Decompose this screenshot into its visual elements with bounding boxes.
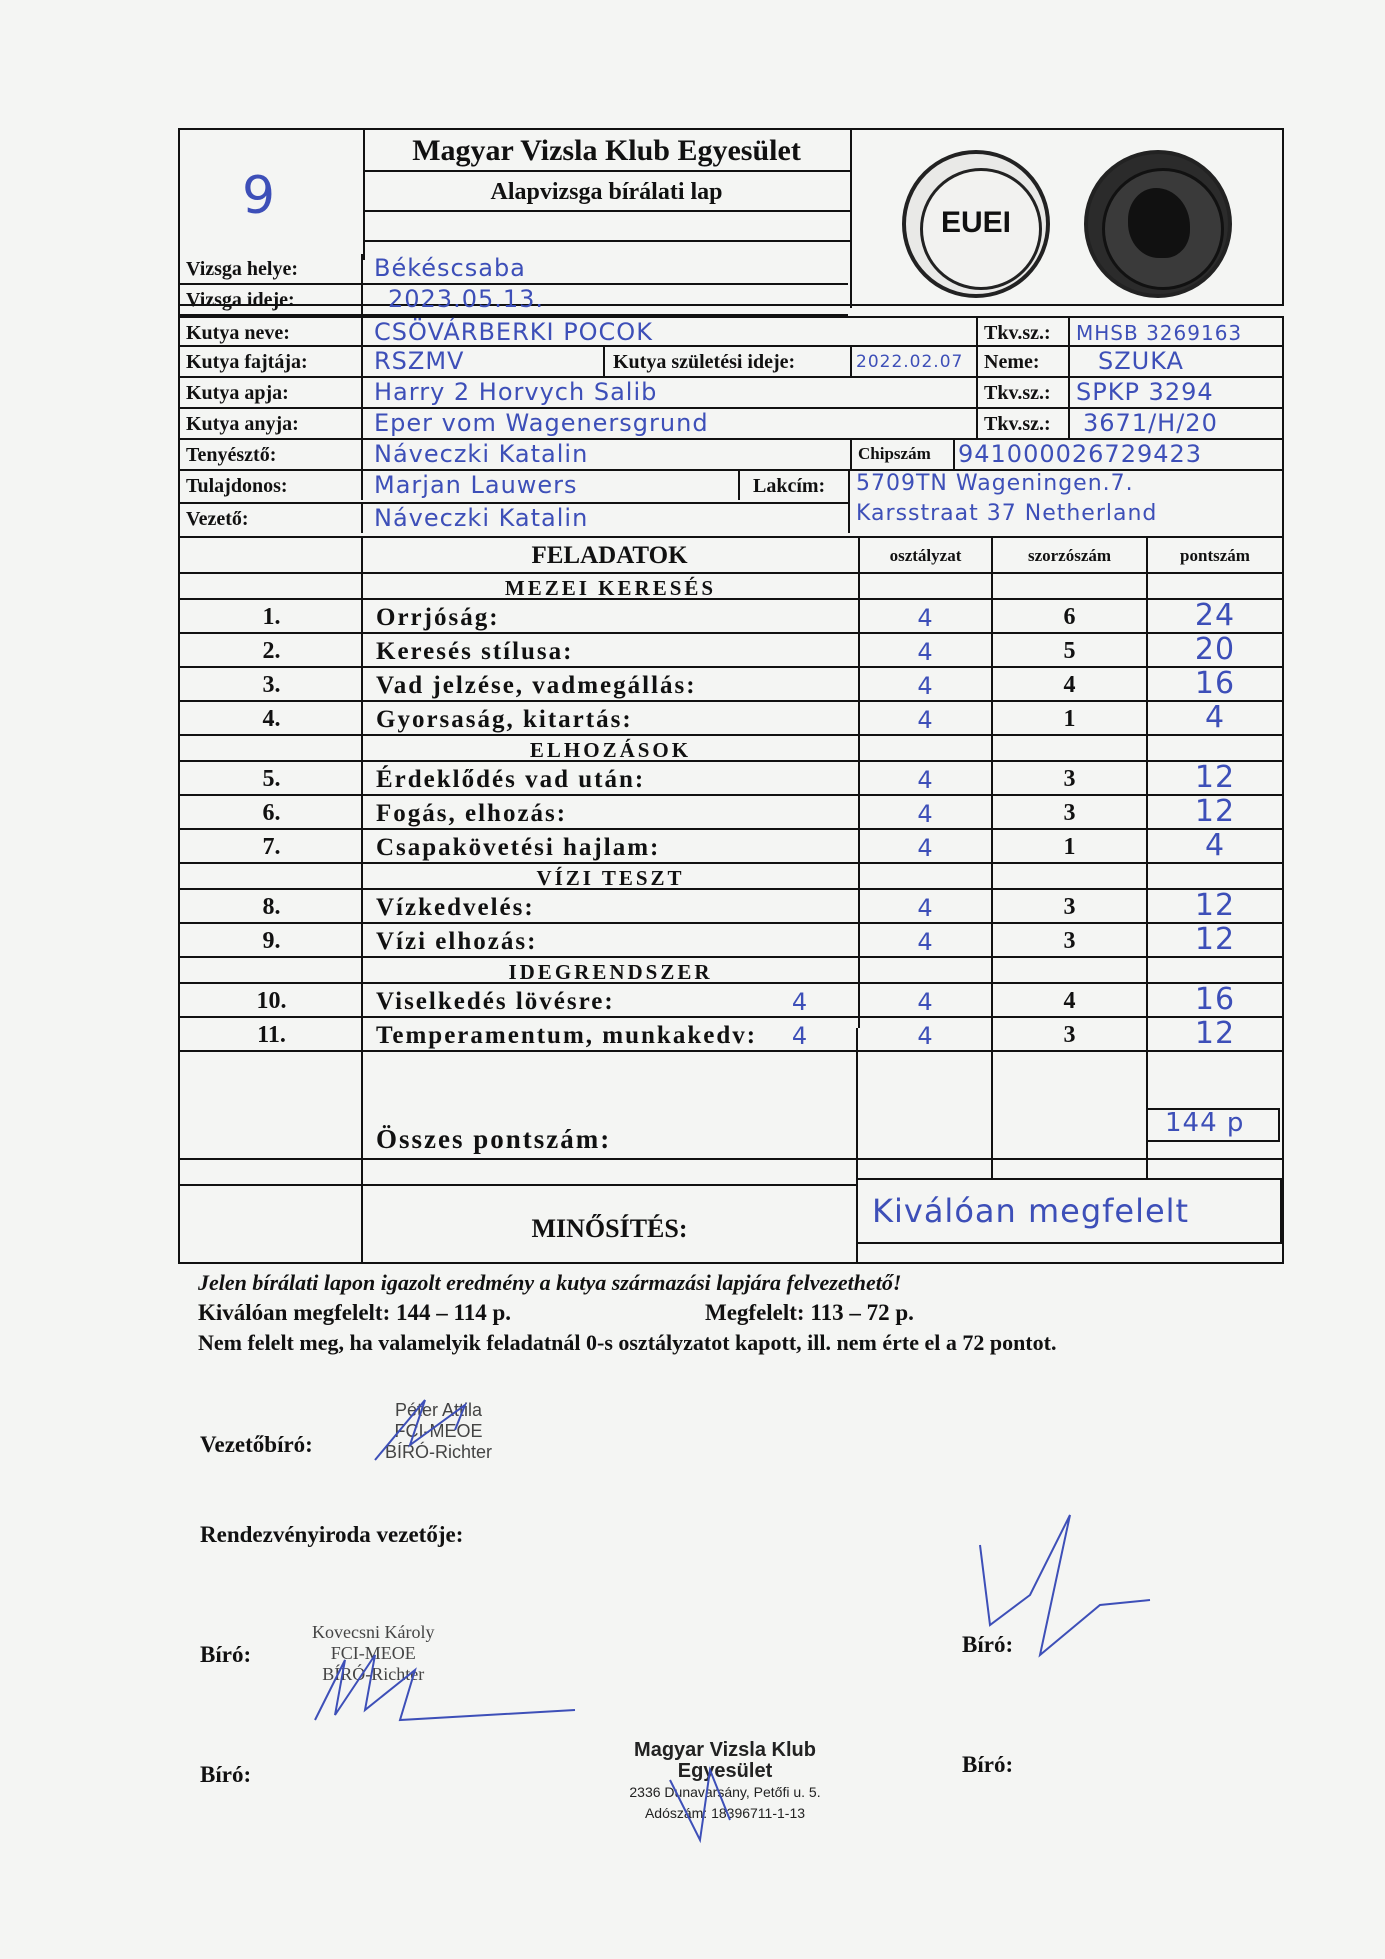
rating-value: Kiválóan megfelelt [872,1192,1190,1230]
tkv3-value: 3671/H/20 [1083,409,1218,437]
task-name: Gyorsaság, kitartás: [376,706,633,733]
task-grade: 4 [917,928,934,956]
owner-row [178,471,848,502]
handler-row [178,502,848,533]
task-number: 3. [262,672,281,698]
task-points: 12 [1194,1016,1236,1051]
birth-value: 2022.02.07 [856,352,964,372]
task-points: 12 [1194,922,1236,957]
task-number: 9. [262,928,281,954]
task-multiplier: 3 [1063,766,1076,792]
chief-judge-label: Vezetőbíró: [200,1432,313,1457]
task-name: Vízi elhozás: [376,928,538,955]
judge-2-stamp: Kovecsni Károly FCI-MEOE BÍRÓ-Richter [312,1622,435,1684]
task-points: 12 [1194,794,1236,829]
form-title: Alapvizsga bírálati lap [363,172,850,212]
rating-label: MINŐSÍTÉS: [531,1214,688,1243]
task-grade: 4 [917,672,934,700]
section-row [180,736,1282,762]
task-name: Viselkedés lövésre: [376,988,615,1015]
sire-row [178,378,1284,409]
task-row [180,634,1282,668]
task-row [180,1018,1282,1052]
address-line-2: Karsstraat 37 Netherland [856,501,1158,526]
handler-label: Vezető: [186,508,249,530]
section-title: IDEGRENDSZER [508,960,713,984]
note-line-2b: Megfelelt: 113 – 72 p. [705,1300,914,1325]
birth-label: Kutya születési ideje: [613,351,796,373]
place-value: Békéscsaba [374,254,526,282]
tkv1-label: Tkv.sz.: [984,322,1051,344]
task-points: 4 [1204,828,1226,863]
dam-row [178,409,1284,440]
club-signature [660,1760,750,1850]
breeder-label: Tenyésztő: [186,444,277,466]
task-points: 16 [1194,666,1236,701]
place-label: Vizsga helye: [186,258,299,280]
dam-label: Kutya anyja: [186,413,299,435]
multiplier-header: szorzószám [1027,546,1112,565]
task-multiplier: 6 [1063,604,1076,630]
judge-3-signature [960,1505,1160,1665]
sheet-number-cell [180,130,365,260]
task-grade: 4 [917,604,934,632]
task-multiplier: 3 [1063,894,1076,920]
sire-label: Kutya apja: [186,382,289,404]
club-name: Magyar Vizsla Klub Egyesület [363,130,850,172]
points-header: pontszám [1180,546,1250,565]
task-points: 16 [1194,982,1236,1017]
task-number: 11. [257,1022,286,1048]
dog-name-row [178,316,1284,347]
task-row [180,830,1282,864]
task-number: 7. [262,834,281,860]
total-label: Összes pontszám: [376,1124,612,1154]
task-row [180,600,1282,634]
task-name: Fogás, elhozás: [376,800,568,827]
task-name: Vad jelzése, vadmegállás: [376,672,697,699]
place-row [178,254,848,285]
task-name: Csapakövetési hajlam: [376,834,661,861]
chief-judge-signature [365,1390,495,1470]
judge-label-1: Bíró: [200,1642,252,1667]
dog-name-label: Kutya neve: [186,322,290,344]
note-line-2a: Kiválóan megfelelt: 144 – 114 p. [198,1300,512,1325]
judge-label-2: Bíró: [962,1632,1014,1657]
task-name: Vízkedvelés: [376,894,535,921]
total-row [180,1102,1282,1160]
tasks-table [178,536,1284,1264]
date-value: 2023.05.13. [388,285,545,313]
task-multiplier: 1 [1063,706,1076,732]
task-grade: 4 [917,894,934,922]
task-grade: 4 [917,1022,934,1050]
task-grade: 4 [917,800,934,828]
breeder-value: Náveczki Katalin [374,440,589,468]
tasks-header: FELADATOK [531,542,688,569]
task-points: 24 [1194,598,1236,633]
task-row [180,702,1282,736]
judge-2-signature [305,1640,585,1740]
task-grade: 4 [917,706,934,734]
tkv2-label: Tkv.sz.: [984,382,1051,404]
task-row [180,796,1282,830]
tkv3-label: Tkv.sz.: [984,413,1051,435]
task-name: Orrjóság: [376,604,500,631]
section-row [180,958,1282,984]
chief-judge-stamp: Péter Attila FCI-MEOE BÍRÓ-Richter [385,1400,493,1462]
task-row [180,890,1282,924]
task-row [180,984,1282,1018]
blank-row [363,212,850,242]
judge-label-4: Bíró: [962,1752,1014,1777]
task-multiplier: 3 [1063,800,1076,826]
task-grade-extra: 4 [791,1022,809,1050]
total-value: 144 p [1165,1108,1245,1138]
sire-value: Harry 2 Horvych Salib [374,378,658,406]
task-row [180,924,1282,958]
task-multiplier: 4 [1063,672,1076,698]
euei-logo-text: EUEI [940,206,1012,239]
task-multiplier: 3 [1063,928,1076,954]
club-stamp: Magyar Vizsla Klub Egyesület 2336 Dunavarsány, Petőfi u. 5. Adószám: 18396711-1-13 [629,1739,821,1821]
sheet-number: 9 [242,166,277,226]
grade-header: osztályzat [889,546,962,565]
dog-name-value: CSÖVÁRBERKI POCOK [374,318,653,346]
task-points: 12 [1194,888,1236,923]
task-points: 4 [1204,700,1226,735]
dam-value: Eper vom Wagenersgrund [374,409,709,437]
date-label: Vizsga ideje: [186,289,295,311]
section-row [180,574,1282,600]
task-number: 6. [262,800,281,826]
breeder-row [178,440,1284,471]
tkv2-value: SPKP 3294 [1076,378,1214,406]
task-multiplier: 3 [1063,1022,1076,1048]
task-name: Érdeklődés vad után: [376,766,646,793]
task-number: 4. [262,706,281,732]
task-grade: 4 [917,834,934,862]
header-row [180,538,1282,574]
task-number: 8. [262,894,281,920]
address-label: Lakcím: [753,475,826,497]
task-number: 10. [256,988,287,1014]
task-number: 2. [262,638,281,664]
rating-row [180,1186,1282,1262]
section-title: MEZEI KERESÉS [504,576,717,600]
task-grade: 4 [917,988,934,1016]
tkv1-value: MHSB 3269163 [1076,321,1243,345]
note-line-3: Nem felelt meg, ha valamelyik feladatnál 0-s osztályzatot kapott, ill. nem érte el a 72 pontot. [198,1330,1057,1355]
task-multiplier: 4 [1063,988,1076,1014]
owner-label: Tulajdonos: [186,475,288,497]
section-title: VÍZI TESZT [536,866,685,890]
section-row [180,864,1282,890]
breed-label: Kutya fajtája: [186,351,308,373]
breed-row [178,347,1284,378]
note-line-1: Jelen bírálati lapon igazolt eredmény a kutya származási lapjára felvezethető! [198,1270,902,1295]
office-head-label: Rendezvényiroda vezetője: [200,1522,464,1547]
judge-label-3: Bíró: [200,1762,252,1787]
task-name: Temperamentum, munkakedv: [376,1022,758,1049]
sex-label: Neme: [984,351,1040,373]
task-number: 1. [262,604,281,630]
task-points: 20 [1194,632,1236,667]
address-box [848,471,1284,533]
owner-value: Marjan Lauwers [374,471,578,499]
task-row [180,668,1282,702]
task-multiplier: 5 [1063,638,1076,664]
sex-value: SZUKA [1098,347,1184,375]
task-multiplier: 1 [1063,834,1076,860]
breed-value: RSZMV [374,347,465,375]
handler-value: Náveczki Katalin [374,504,589,532]
task-grade: 4 [917,766,934,794]
euei-logo [902,150,1050,298]
section-title: ELHOZÁSOK [529,738,692,762]
task-points: 12 [1194,760,1236,795]
address-line-1: 5709TN Wageningen.7. [856,471,1134,496]
task-grade-extra: 4 [791,988,809,1016]
task-grade: 4 [917,638,934,666]
chip-value: 941000026729423 [958,440,1203,468]
vizsla-club-logo [1084,150,1232,298]
chip-label: Chipszám [858,444,931,463]
task-row [180,762,1282,796]
date-row [178,285,848,316]
task-number: 5. [262,766,281,792]
task-name: Keresés stílusa: [376,638,574,665]
